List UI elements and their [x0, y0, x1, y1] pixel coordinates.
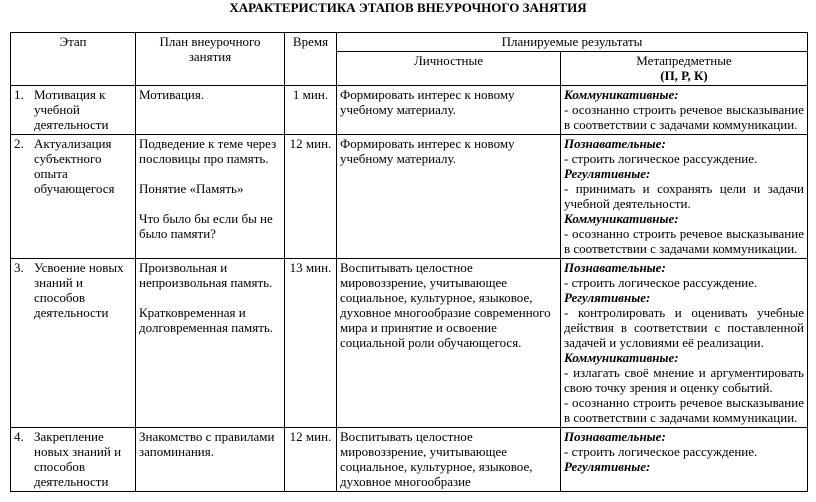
plan-item: Подведение к теме через пословицы про память. [139, 136, 277, 166]
stage-number: 4. [14, 429, 24, 444]
meta-result-cell [561, 86, 808, 135]
table-row [11, 86, 808, 135]
header-meta-label: Метапредметные [636, 53, 732, 68]
meta-item: - излагать своё мнение и аргументировать свою точку зрения и оценку событий. [564, 365, 804, 395]
plan-cell [136, 428, 285, 492]
meta-heading: Регулятивные: [564, 290, 651, 305]
meta-heading: Регулятивные: [564, 166, 651, 181]
header-time: Время [285, 33, 337, 86]
table-row [11, 135, 808, 259]
personal-result-cell: Воспитывать целостное мировоззрение, учитывающее социальное, культурное, языковое, духовное многообразие [337, 428, 561, 492]
stage [14, 429, 132, 489]
plan-item: Произвольная и непроизвольная память. [139, 260, 273, 290]
spacer [139, 290, 281, 305]
plan-item: Понятие «Память» [139, 181, 244, 196]
stage-name: Мотивация к учебной деятельности [34, 87, 109, 132]
stage-number: 2. [14, 136, 24, 151]
plan-cell [136, 259, 285, 428]
plan-item: Мотивация. [139, 87, 205, 102]
stage-cell [11, 86, 136, 135]
time-cell: 12 мин. [285, 135, 337, 259]
meta-heading: Познавательные: [564, 260, 666, 275]
stages-table [10, 32, 808, 492]
table-row [11, 428, 808, 492]
header-stage: Этап [11, 33, 136, 86]
meta-heading: Познавательные: [564, 429, 666, 444]
stage-name: Закрепление новых знаний и способов деятельности [34, 429, 122, 489]
meta-item: - контролировать и оценивать учебные действия в соответствии с поставленной задачей и условиями её реализации. [564, 305, 804, 350]
document-title: ХАРАКТЕРИСТИКА ЭТАПОВ ВНЕУРОЧНОГО ЗАНЯТИЯ [229, 0, 587, 15]
plan-cell [136, 135, 285, 259]
stage [14, 87, 132, 132]
time-cell: 1 мин. [285, 86, 337, 135]
table-row [11, 259, 808, 428]
stage [14, 260, 132, 320]
stage-name: Актуализация субъектного опыта обучающегося [34, 136, 115, 196]
spacer [139, 166, 281, 181]
meta-heading: Коммуникативные: [564, 350, 679, 365]
meta-heading: Регулятивные: [564, 459, 651, 474]
meta-result-cell [561, 428, 808, 492]
stage-number: 1. [14, 87, 24, 102]
meta-item: - строить логическое рассуждение. [564, 151, 758, 166]
header-meta [561, 52, 808, 86]
time-cell: 13 мин. [285, 259, 337, 428]
meta-item: - осознанно строить речевое высказывание в соответствии с задачами коммуникации. [564, 226, 804, 256]
personal-result-cell: Воспитывать целостное мировоззрение, учитывающее социальное, культурное, языковое, духовное многообразие современного мира и принятие и освоение социальной роли обучающегося. [337, 259, 561, 428]
meta-item: - строить логическое рассуждение. [564, 444, 758, 459]
plan-cell [136, 86, 285, 135]
plan-item: Знакомство с правилами запоминания. [139, 429, 275, 459]
header-meta-sub: (П, Р, К) [660, 68, 708, 83]
stage-number: 3. [14, 260, 24, 275]
time-cell: 12 мин. [285, 428, 337, 492]
stage [14, 136, 132, 196]
meta-item: - осознанно строить речевое высказывание в соответствии с задачами коммуникации. [564, 395, 804, 425]
stage-name: Усвоение новых знаний и способов деятельности [34, 260, 124, 320]
personal-result-cell: Формировать интерес к новому учебному материалу. [337, 135, 561, 259]
header-personal: Личностные [337, 52, 561, 86]
stage-cell [11, 135, 136, 259]
spacer [139, 196, 281, 211]
meta-item: - осознанно строить речевое высказывание в соответствии с задачами коммуникации. [564, 102, 804, 132]
meta-result-cell [561, 259, 808, 428]
meta-item: - строить логическое рассуждение. [564, 275, 758, 290]
stage-cell [11, 428, 136, 492]
meta-item: - принимать и сохранять цели и задачи учебной деятельности. [564, 181, 804, 211]
header-results: Планируемые результаты [337, 33, 808, 52]
personal-result-cell: Формировать интерес к новому учебному материалу. [337, 86, 561, 135]
plan-item: Что было бы если бы не было памяти? [139, 211, 273, 241]
meta-heading: Коммуникативные: [564, 211, 679, 226]
header-plan: План внеурочного занятия [136, 33, 285, 86]
meta-result-cell [561, 135, 808, 259]
meta-heading: Познавательные: [564, 136, 666, 151]
stage-cell [11, 259, 136, 428]
meta-heading: Коммуникативные: [564, 87, 679, 102]
plan-item: Кратковременная и долговременная память. [139, 305, 274, 335]
